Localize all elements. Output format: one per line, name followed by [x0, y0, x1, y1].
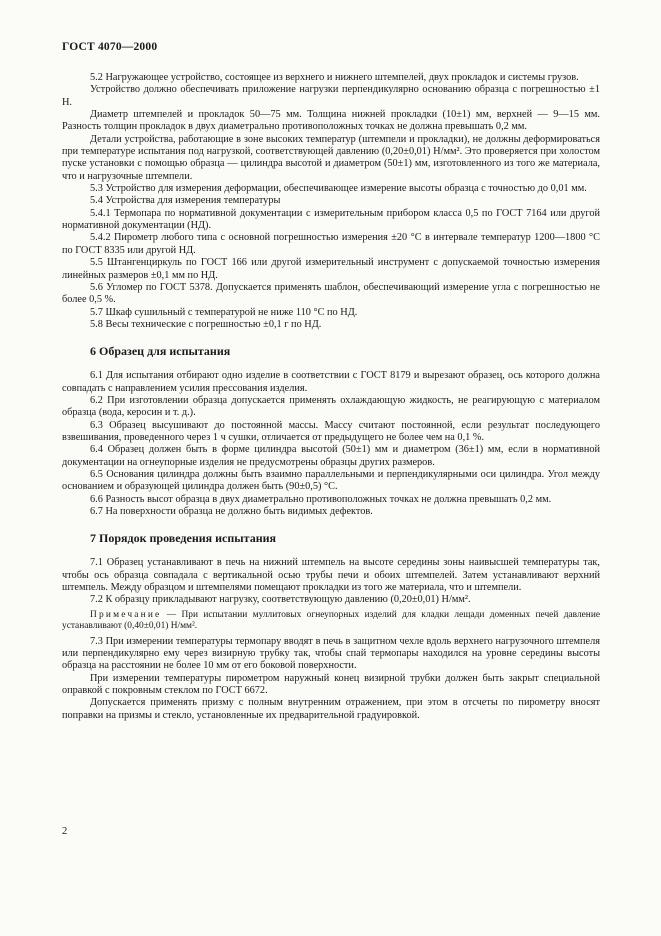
paragraph: 5.4 Устройства для измерения температуры: [90, 195, 281, 207]
note-label: Примечание: [90, 609, 162, 620]
paragraph: 5.7 Шкаф сушильный с температурой не ниже 110 °С по НД.: [90, 306, 358, 318]
paragraph-7-3-prism: Допускается применять призму с полным внутренним отражением, при этом в отсчеты по пирометру вносят поправки на призмы и стекло, установленные их предварительной градуировкой.: [62, 697, 600, 721]
paragraph: 5.3 Устройство для измерения деформации, обеспечивающее измерение высоты образца с точностью до 0,01 мм.: [90, 183, 587, 195]
paragraph-7-1: 7.1 Образец устанавливают в печь на нижний штемпель на высоте середины зоны наивысшей температуры так, чтобы ось образца совпадала с вертикальной осью трубы печи и обоих штемпелей. Затем устанавливают верхний штемпель. Между образцом и штемпелями помещают прокладки из того же материала, что и штемпели.: [62, 557, 600, 594]
paragraph: 6.5 Основания цилиндра должны быть взаимно параллельными и перпендикулярными оси цилиндра. Угол между основанием и образующей цилиндра должен быть (90±0,5) °С.: [62, 468, 600, 493]
note-text: — При испытании муллитовых огнеупорных изделий для кладки лещади доменных печей давление устанавливают (0,40±0,01) Н/мм².: [62, 609, 600, 632]
paragraph: 6.6 Разность высот образца в двух диаметрально противоположных точках не должна превышать 0,2 мм.: [90, 493, 552, 505]
document-page: [62, 40, 600, 722]
paragraph: 5.2 Нагружающее устройство, состоящее из верхнего и нижнего штемпелей, двух прокладок и системы грузов.: [90, 72, 579, 83]
paragraph-7-3-pyrometer: При измерении температуры пирометром наружный конец визирной трубки должен быть закрыт специальной оправкой с покровным стеклом по ГОСТ 6672.: [62, 672, 600, 696]
paragraph: 5.6 Угломер по ГОСТ 5378. Допускается применять шаблон, обеспечивающий измерение угла с погрешностью не более 0,5 %.: [62, 281, 600, 306]
document-header: ГОСТ 4070—2000: [62, 41, 158, 53]
paragraph: 5.4.1 Термопара по нормативной документации с измерительным прибором класса 0,5 по ГОСТ 7164 или другой нормативной документации (НД).: [62, 207, 600, 232]
paragraph: 6.1 Для испытания отбирают одно изделие в соответствии с ГОСТ 8179 и вырезают образец, ось которого должна совпадать с направлением усилия прессования изделия.: [62, 370, 600, 394]
paragraph: Диаметр штемпелей и прокладок 50—75 мм. Толщина нижней прокладки (10±1) мм, верхней — 9—15 мм. Разность толщин прокладок в двух диаметрально противоположных точках не должна превышать 0,2 мм.: [62, 109, 600, 133]
document-body: [62, 72, 600, 722]
paragraph: Детали устройства, работающие в зоне высоких температур (штемпели и прокладки), не должны деформироваться при температуре испытания под нагрузкой, соответствующей давлению (0,20±0,01) Н/мм². Это проверяется при холостом пуске установки с помощью образца — цилиндра высотой и диаметром (50±1) мм, изготовленного из того же материала, что и нагрузочные штемпели.: [62, 133, 600, 182]
section-6-heading: 6 Образец для испытания: [90, 344, 231, 359]
paragraph: 6.2 При изготовлении образца допускается применять охлаждающую жидкость, не реагирующую с материалом образца (вода, керосин и т. д.).: [62, 394, 600, 419]
paragraph: 6.7 На поверхности образца не должно быть видимых дефектов.: [90, 506, 373, 517]
section-7-heading: 7 Порядок проведения испытания: [90, 531, 277, 546]
paragraph: Устройство должно обеспечивать приложение нагрузки перпендикулярно основанию образца с погрешностью ±1 Н.: [62, 84, 600, 108]
note: [62, 610, 600, 633]
paragraph: 5.4.2 Пирометр любого типа с основной погрешностью измерения ±20 °С в интервале температур 1200—1800 °С по ГОСТ 8335 или другой НД.: [62, 232, 600, 256]
section-6-paragraphs: [62, 370, 600, 518]
paragraph-7-2: 7.2 К образцу прикладывают нагрузку, соответствующую давлению (0,20±0,01) Н/мм².: [90, 594, 471, 606]
paragraph: 5.8 Весы технические с погрешностью ±0,1 г по НД.: [90, 318, 322, 330]
page-number: 2: [62, 826, 68, 837]
section-5-equipment: [62, 72, 600, 331]
paragraph: 5.5 Штангенциркуль по ГОСТ 166 или другой измерительный инструмент с допускаемой точностью измерения линейных размеров ±0,1 мм по НД.: [62, 257, 600, 281]
paragraph: 6.3 Образец высушивают до постоянной массы. Массу считают постоянной, если результат последующего взвешивания, проведенного через 1 ч сушки, отличается от предыдущего не более чем на 0,1 %.: [62, 419, 600, 443]
paragraph: 6.4 Образец должен быть в форме цилиндра высотой (50±1) мм и диаметром (36±1) мм, если в нормативной документации на огнеупорные изделия не предусмотрены образцы других размеров.: [62, 444, 600, 468]
paragraph-7-3: 7.3 При измерении температуры термопару вводят в печь в защитном чехле вдоль верхнего нагрузочного штемпеля или перпендикулярно ему через визирную трубку так, чтобы спай термопары находился на уровне середины высоты образца на расстоянии не более 10 мм от его боковой поверхности.: [62, 635, 600, 672]
